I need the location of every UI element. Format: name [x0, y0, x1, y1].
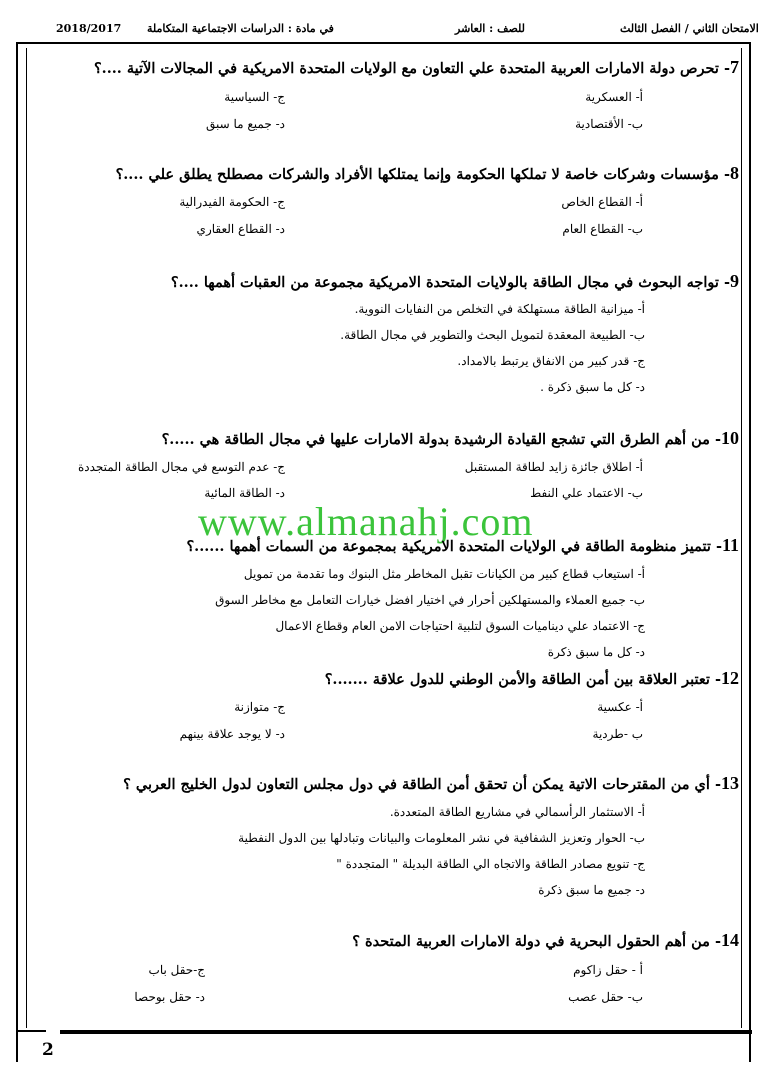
option-b[interactable]: ب -طردية: [592, 727, 643, 741]
option-c[interactable]: ج-حقل باب: [148, 963, 205, 977]
option-d[interactable]: د- جميع ما سبق: [206, 117, 285, 131]
option-c[interactable]: ج- الحكومة الفيدرالية: [179, 195, 285, 209]
question-9: [30, 271, 739, 292]
option-d[interactable]: د- لا يوجد علاقة بينهم: [179, 727, 285, 741]
question-title: [30, 535, 739, 556]
option-a[interactable]: أ- استيعاب قطاع كبير من الكيانات تقبل المخاطر مثل البنوك وما تقدمة من تمويل: [243, 567, 645, 581]
option-d[interactable]: د- حقل بوحصا: [134, 990, 205, 1004]
watermark: www.almanahj.com: [198, 499, 534, 544]
option-b[interactable]: ب- الحوار وتعزيز الشفافية في نشر المعلومات والبيانات وتبادلها بين الدول النفطية: [238, 831, 645, 845]
option-c[interactable]: ج- متوازنة: [234, 700, 285, 714]
question-number: 8: [730, 163, 739, 183]
option-b[interactable]: ب- الأقتصادية: [575, 117, 643, 131]
question-text: - تعتبر العلاقة بين أمن الطاقة والأمن الوطني للدول علاقة .......؟: [324, 671, 721, 688]
option-c[interactable]: ج- تنويع مصادر الطاقة والاتجاه الي الطاقة البديلة " المتجددة ": [336, 857, 645, 871]
question-number: 12: [721, 668, 739, 688]
option-b[interactable]: ب- الطبيعة المعقدة لتمويل البحث والتطوير في مجال الطاقة.: [340, 328, 645, 342]
option-a[interactable]: أ - حقل زاكوم: [573, 963, 643, 977]
option-d[interactable]: د- القطاع العقاري: [196, 222, 285, 236]
option-d[interactable]: د- الطاقة المائية: [204, 486, 285, 500]
question-number: 10: [721, 428, 739, 448]
question-text: - أي من المقترحات الاتية يمكن أن تحقق أمن الطاقة في دول مجلس التعاون لدول الخليج العربي ؟: [123, 776, 721, 793]
question-title: [30, 668, 739, 689]
option-b[interactable]: ب- القطاع العام: [562, 222, 643, 236]
option-d[interactable]: د- كل ما سبق ذكرة .: [540, 380, 645, 394]
option-c[interactable]: ج- عدم التوسع في مجال الطاقة المتجددة: [78, 460, 285, 474]
question-text: - من أهم الطرق التي تشجع القيادة الرشيدة بدولة الامارات عليها في مجال الطاقة هي .....؟: [161, 431, 721, 448]
option-a[interactable]: أ- القطاع الخاص: [561, 195, 643, 209]
question-text: - تحرص دولة الامارات العربية المتحدة علي التعاون مع الولايات المتحدة الامريكية في المجالات الآتية ....؟: [93, 60, 730, 77]
frame-inner-line-right: [741, 48, 742, 1028]
option-a[interactable]: أ- الاستثمار الرأسمالي في مشاريع الطاقة المتعددة.: [389, 805, 645, 819]
year-label: 2018/2017: [56, 22, 122, 35]
subject-label: في مادة : الدراسات الاجتماعية المتكاملة: [147, 22, 334, 35]
question-title: [30, 163, 739, 184]
question-title: [30, 271, 739, 292]
question-14: [30, 930, 739, 951]
question-text: - مؤسسات وشركات خاصة لا تملكها الحكومة وإنما يمتلكها الأفراد والشركات مصطلح يطلق علي ....؟: [115, 166, 730, 183]
question-text: - تواجه البحوث في مجال الطاقة بالولايات المتحدة الامريكية مجموعة من العقبات أهمها ....؟: [170, 274, 730, 291]
question-title: [30, 930, 739, 951]
page-header: [0, 0, 765, 40]
question-number: 13: [721, 773, 739, 793]
option-c[interactable]: ج- الاعتماد علي ديناميات السوق لتلبية احتياجات الامن العام وقطاع الاعمال: [275, 619, 645, 633]
footer-rule: [60, 1030, 752, 1034]
option-b[interactable]: ب- حقل عصب: [568, 990, 643, 1004]
question-text: - تتميز منظومة الطاقة في الولايات المتحدة الامريكية بمجموعة من السمات أهمها ......؟: [186, 538, 722, 555]
grade-label: للصف : العاشر: [455, 22, 525, 35]
footer-corner: [16, 1030, 46, 1032]
option-a[interactable]: أ- اطلاق جائزة زايد لطاقة المستقبل: [464, 460, 643, 474]
question-number: 7: [730, 57, 739, 77]
option-d[interactable]: د- جميع ما سبق ذكرة: [538, 883, 645, 897]
question-10: [30, 428, 739, 449]
option-d[interactable]: د- كل ما سبق ذكرة: [547, 645, 645, 659]
question-7: [30, 57, 739, 78]
option-a[interactable]: أ- عكسية: [597, 700, 643, 714]
option-b[interactable]: ب- جميع العملاء والمستهلكين أحرار في اختيار افضل خيارات التعامل مع مخاطر السوق: [215, 593, 645, 607]
question-number: 9: [730, 271, 739, 291]
page-number: 2: [42, 1040, 54, 1060]
option-c[interactable]: ج- السياسية: [224, 90, 285, 104]
question-8: [30, 163, 739, 184]
question-text: - من أهم الحقول البحرية في دولة الامارات العربية المتحدة ؟: [352, 933, 721, 950]
option-c[interactable]: ج- قدر كبير من الانفاق يرتبط بالامداد.: [457, 354, 645, 368]
question-title: [30, 428, 739, 449]
question-title: [30, 57, 739, 78]
option-a[interactable]: أ- ميزانية الطاقة مستهلكة في التخلص من النفايات النووية.: [354, 302, 645, 316]
question-13: [30, 773, 739, 794]
question-number: 14: [721, 930, 739, 950]
option-b[interactable]: ب- الاعتماد علي النفط: [530, 486, 643, 500]
frame-inner-line-left: [26, 48, 27, 1028]
question-11: [30, 535, 739, 556]
exam-title: الامتحان الثاني / الفصل الثالث: [620, 22, 759, 35]
question-number: 11: [721, 535, 739, 555]
question-title: [30, 773, 739, 794]
option-a[interactable]: أ- العسكرية: [585, 90, 643, 104]
question-12: [30, 668, 739, 689]
